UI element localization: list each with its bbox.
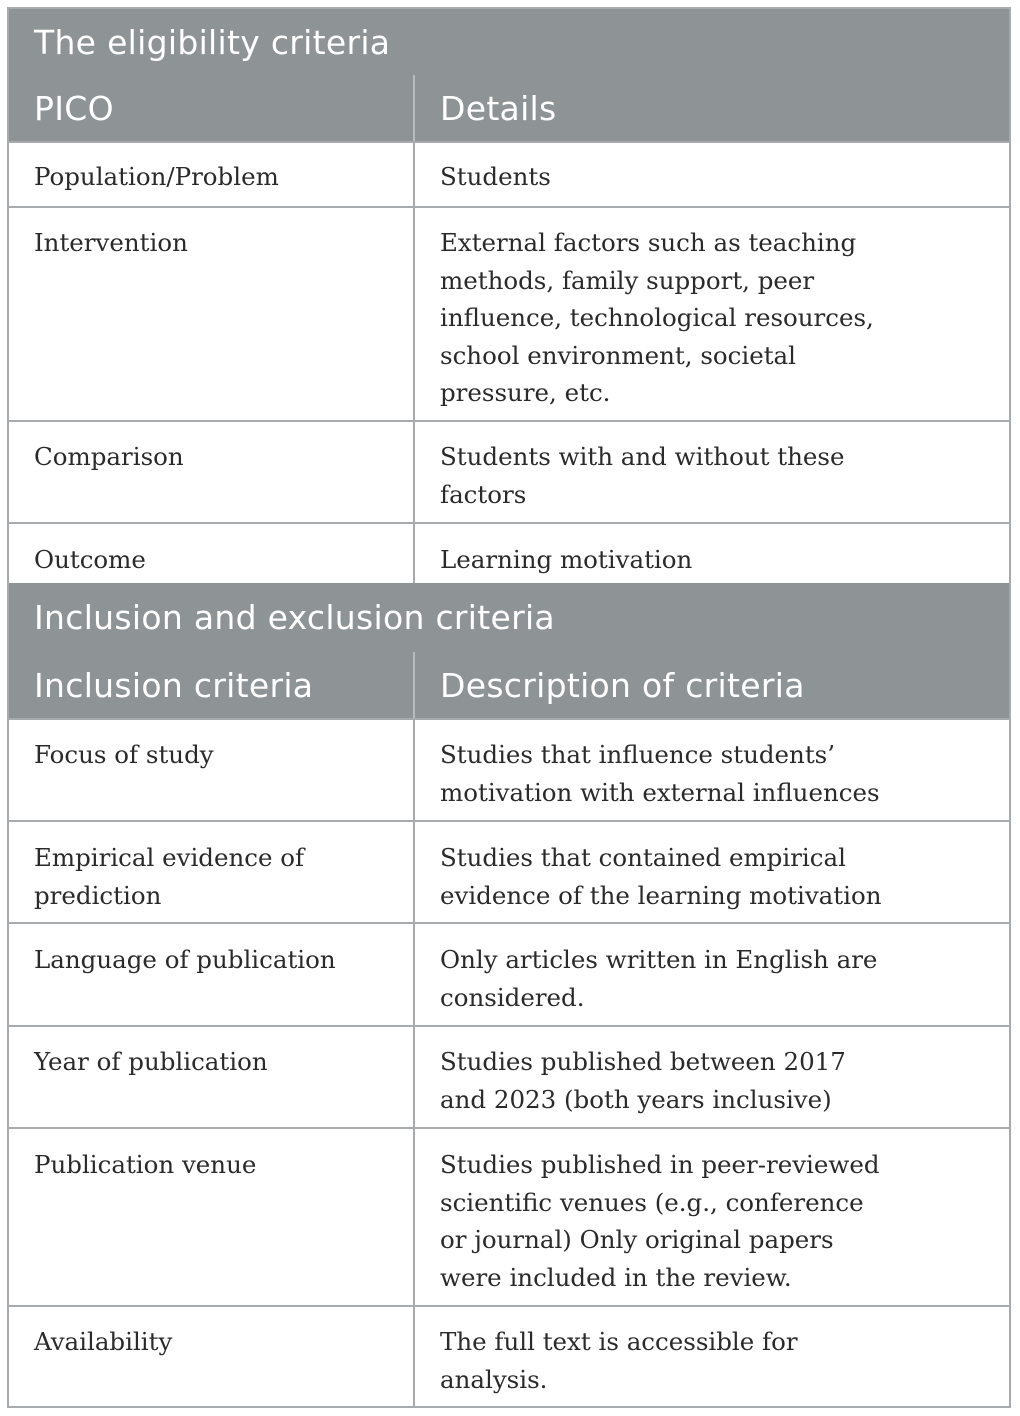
details-header: Details [440, 88, 557, 128]
table-row-detail: External factors such as teaching methods, family support, peer influence, technological resources, school environment, societal pressure, etc. [440, 228, 874, 407]
eligibility-title-text: The eligibility criteria [34, 22, 391, 62]
table-row-label: Population/Problem [34, 162, 279, 191]
table-row-detail: Studies published in peer-reviewed scientific venues (e.g., conference or journal) Only original papers were included in the review. [440, 1150, 880, 1292]
table-row-label: Outcome [34, 545, 146, 574]
table-row-label: Year of publication [34, 1047, 268, 1076]
table-row-detail: Students [440, 162, 551, 191]
inclusion-header-row [9, 652, 1009, 718]
table-row-detail: Only articles written in English are considered. [440, 945, 878, 1012]
table-row-label: Focus of study [34, 740, 214, 769]
eligibility-header-row [9, 75, 1009, 141]
table-row-label: Language of publication [34, 945, 336, 974]
table-row-detail: Studies that contained empirical evidence of the learning motivation [440, 843, 882, 910]
table-row-label: Availability [34, 1327, 173, 1356]
criteria-table [7, 7, 1011, 1408]
inclusion-section-title [9, 583, 1009, 652]
pico-header: PICO [34, 88, 114, 128]
table-row-detail: Learning motivation [440, 545, 693, 574]
table-row-detail: Studies that influence students’ motivation with external influences [440, 740, 880, 807]
table-row-detail: The full text is accessible for analysis. [440, 1327, 798, 1394]
table-row-detail: Studies published between 2017 and 2023 (both years inclusive) [440, 1047, 846, 1114]
table-row-label: Empirical evidence of prediction [34, 843, 305, 910]
inclusion-criteria-header: Inclusion criteria [34, 665, 314, 705]
table-row-label: Intervention [34, 228, 188, 257]
description-header: Description of criteria [440, 665, 805, 705]
inclusion-title-text: Inclusion and exclusion criteria [34, 598, 555, 637]
eligibility-section-title [9, 9, 1009, 75]
table-row-detail: Students with and without these factors [440, 442, 845, 509]
table-row-label: Comparison [34, 442, 184, 471]
table-row-label: Publication venue [34, 1150, 257, 1179]
